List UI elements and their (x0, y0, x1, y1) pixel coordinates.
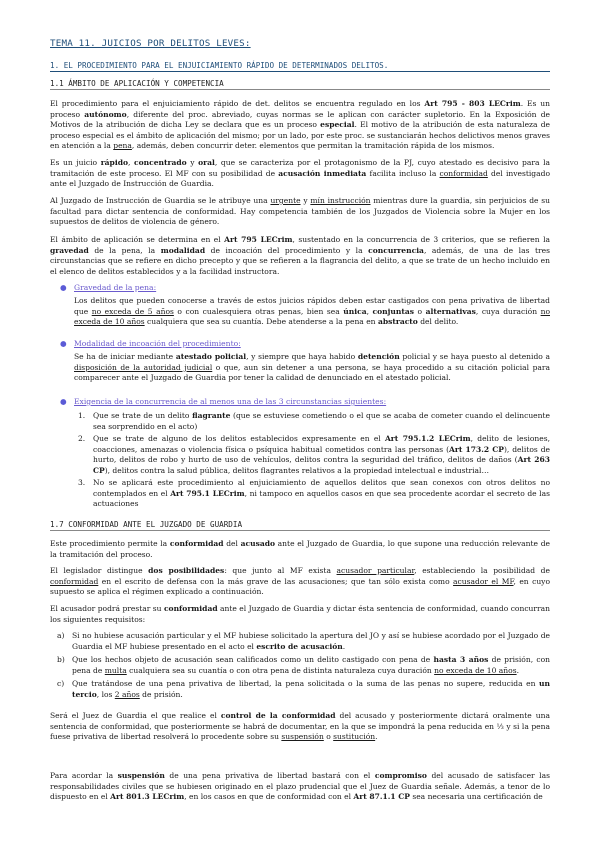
bullet-text-gravedad: Los delitos que pueden conocerse a través de estos juicios rápidos deben estar castigados con pena privativa de libertad que no exceda de 5 años o con cualesquiera otras penas, bien sea única, conjuntas o alternativas, cuya duración no exceda de 10 años cualquiera que sea su cuantía. Debe atenderse a la pena en abstracto del delito. (74, 296, 550, 327)
requirement-a: Si no hubiese acusación particular y el MF hubiese solicitado la apertura del JO y así se hubiese acordado por el Juzgado de Guardia el MF hubiese presentado en el acto el escrito de acusación. (72, 631, 550, 651)
subsection-divider (50, 89, 550, 90)
bullet-text-modalidad: Se ha de iniciar mediante atestado policial, y siempre que haya habido detención policial y se haya puesto al detenido a disposición de la autoridad judicial o que, aun sin detener a una persona, se haya procedido a su citación policial para comparecer ante el Juzgado de Guardia por tener la calidad de denunciado en el atestado policial. (74, 352, 551, 383)
paragraph-1: El procedimiento para el enjuiciamiento rápido de det. delitos se encuentra regulado en los Art 795 - 803 LECrim. Es un proceso autónomo, diferente del proc. abreviado, cuyas normas se le aplican con carácter supletorio. En la Exposición de Motivos de la atribución de dicha Ley se declara que es un proceso especial. El motivo de la atribución de esta naturaleza de proceso especial es el ámbito de aplicación del mismo; por un lado, por este proc. se sustanciarán hechos delictivos menos graves en atención a la pena, además, deben concurrir deter. elementos que permitan la tramitación rápida de los mismos. (50, 99, 550, 151)
list-number: 3. (78, 478, 86, 487)
bullet-icon: ● (60, 397, 67, 406)
paragraph-4: El ámbito de aplicación se determina en el Art 795 LECrim, sustentado en la concurrencia de 3 criterios, que se refieren la gravedad de la pena, la modalidad de incoación del procedimiento y la concurrencia, además, de una de las tres circunstancias que se refiere en dicho precepto y que se refieren a la flagrancia del delito, a que se trate de un hecho incluido en el elenco de delitos establecidos y a la facilidad instructora. (50, 235, 550, 276)
list-number: 1. (78, 411, 86, 420)
paragraph-8: Será el Juez de Guardia el que realice el control de la conformidad del acusado y posteriormente dictará oralmente una sentencia de conformidad, que posteriormente se habrá de documentar, en la que se impondrá la pena reducida en ⅓ y si la pena fuese privativa de libertad resolverá lo procedente sobre su suspensión o sustitución. (50, 711, 550, 742)
paragraph-3: Al Juzgado de Instrucción de Guardia se le atribuye una urgente y mín instrucción mientras dure la guardia, sin perjuicios de su facultad para dictar sentencia de conformidad. Hay competencia también de los Juzgados de Violencia sobre la Mujer en los supuestos de delitos de violencia de género. (50, 196, 551, 227)
document-title: TEMA 11. JUICIOS POR DELITOS LEVES: (50, 38, 251, 49)
requirement-c: Que tratándose de una pena privativa de libertad, la pena solicitada o la suma de las penas no supere, reducida en un tercio, los 2 años de prisión. (72, 679, 550, 699)
paragraph-6: El legislador distingue dos posibilidades: que junto al MF exista acusador particular, estableciendo la posibilidad de conformidad en el escrito de defensa con la más grave de las acusaciones; que tan sólo exista como acusador el MF, en cuyo supuesto se aplica el régimen explicado a continuación. (50, 566, 550, 597)
subsection-heading-1-1: 1.1 ÁMBITO DE APLICACIÓN Y COMPETENCIA (50, 79, 224, 88)
paragraph-2: Es un juicio rápido, concentrado y oral, que se caracteriza por el protagonismo de la PJ, cuyo atestado es decisivo para la tramitación de este proceso. El MF con su posibilidad de acusación inmediata facilita incluso la conformidad del investigado ante el Juzgado de Instrucción de Guardia. (50, 158, 550, 189)
list-item-3: No se aplicará este procedimiento al enjuiciamiento de aquellos delitos que sean conexos con otros delitos no contemplados en el Art 795.1 LECrim, ni tampoco en aquellos casos en que sea procedente acordar el secreto de las actuaciones (93, 478, 550, 509)
requirement-b: Que los hechos objeto de acusación sean calificados como un delito castigado con pena de hasta 3 años de prisión, con pena de multa cualquiera sea su cuantía o con otra pena de distinta naturaleza cuya duración no exceda de 10 años. (72, 655, 550, 675)
list-letter: a) (57, 631, 65, 640)
paragraph-9: Para acordar la suspensión de una pena privativa de libertad bastará con el compromiso del acusado de satisfacer las responsabilidades civiles que se hubiesen originado en el plazo prudencial que el Juez de Guardia señale. Además, a tenor de lo dispuesto en el Art 801.3 LECrim, en los casos en que de conformidad con el Art 87.1.1 CP sea necesaria una certificación de (50, 771, 550, 802)
list-number: 2. (78, 434, 86, 443)
bullet-heading-exigencia: Exigencia de la concurrencia de al menos una de las 3 circunstancias siguientes: (74, 397, 387, 406)
bullet-icon: ● (60, 339, 67, 348)
list-letter: b) (57, 655, 65, 664)
subsection-divider (50, 530, 550, 531)
bullet-heading-modalidad: Modalidad de incoación del procedimiento: (74, 339, 241, 348)
list-item-2: Que se trate de alguno de los delitos establecidos expresamente en el Art 795.1.2 LECrim, delito de lesiones, coacciones, amenazas o violencia física o psíquica habitual cometidos contra las personas (Art 173.2 CP), delitos de hurto, delitos de robo y hurto de uso de vehículos, delitos contra la seguridad del tráfico, delitos de daños (Art 263 CP), delitos contra la salud pública, delitos flagrantes relativos a la propiedad intelectual e industrial… (93, 434, 551, 475)
bullet-heading-gravedad: Gravedad de la pena: (74, 283, 157, 292)
bullet-icon: ● (60, 283, 67, 292)
section-heading-1: 1. EL PROCEDIMIENTO PARA EL ENJUICIAMIENTO RÁPIDO DE DETERMINADOS DELITOS. (50, 61, 389, 70)
subsection-heading-1-7: 1.7 CONFORMIDAD ANTE EL JUZGADO DE GUARDIA (50, 520, 243, 529)
section-divider (50, 71, 550, 72)
paragraph-5: Este procedimiento permite la conformidad del acusado ante el Juzgado de Guardia, lo que supone una reducción relevante de la tramitación del proceso. (50, 539, 550, 559)
list-item-1: Que se trate de un delito flagrante (que se estuviese cometiendo o el que se acaba de cometer cuando el delincuente sea sorprendido en el acto) (93, 411, 551, 431)
paragraph-7: El acusador podrá prestar su conformidad ante el Juzgado de Guardia y dictar ésta sentencia de conformidad, cuando concurran los siguientes requisitos: (50, 604, 550, 624)
list-letter: c) (57, 679, 65, 688)
